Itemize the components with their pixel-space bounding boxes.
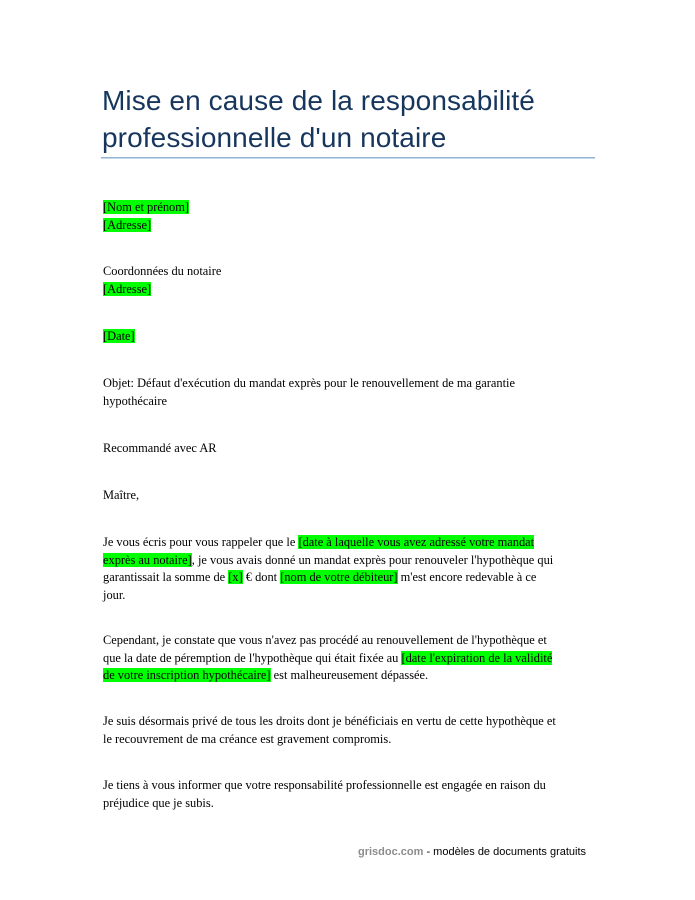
expiry-date-placeholder: [date l'expiration de la validité (401, 650, 553, 665)
paragraph-2-text: Cependant, je constate que vous n'avez pas procédé au renouvellement de l'hypothèque et (103, 633, 547, 647)
paragraph-3-text: le recouvrement de ma créance est gravement compromis. (103, 731, 392, 746)
document-title (102, 82, 602, 156)
paragraph-2-text: est malheureusement dépassée. (270, 668, 429, 682)
paragraph-4-text: Je tiens à vous informer que votre responsabilité professionnelle est engagée en raison du (103, 778, 546, 792)
sender-address-placeholder: [Adresse] (103, 217, 152, 232)
paragraph-1-text: , je vous avais donné un mandat exprès pour renouveler l'hypothèque qui (191, 552, 554, 567)
delivery-text: Recommandé avec AR (103, 441, 217, 455)
recipient-block (103, 263, 593, 298)
subject-line-2: hypothécaire (103, 393, 167, 408)
mandate-date-placeholder: [date à laquelle vous avez adressé votre mandat (298, 535, 535, 549)
amount-placeholder: [x] (228, 570, 243, 584)
date-placeholder: [Date] (103, 329, 135, 343)
paragraph-4-text: préjudice que je subis. (103, 795, 214, 810)
sender-name-placeholder: [Nom et prénom] (103, 200, 190, 214)
debtor-name-placeholder: [nom de votre débiteur] (280, 570, 398, 584)
recipient-label: Coordonnées du notaire (103, 264, 222, 278)
sender-block (103, 199, 593, 234)
mandate-date-placeholder-cont: exprès au notaire] (103, 552, 192, 567)
subject-block (103, 375, 593, 410)
subject-line-1: Objet: Défaut d'exécution du mandat exprès pour le renouvellement de ma garantie (103, 376, 516, 390)
paragraph-4 (103, 777, 593, 812)
title-line-2: professionnelle d'un notaire (102, 122, 447, 153)
paragraph-1-text: € dont (242, 570, 281, 584)
page-footer (358, 846, 586, 858)
expiry-date-placeholder-cont: de votre inscription hypothécaire] (103, 668, 271, 682)
paragraph-2-text: que la date de péremption de l'hypothèque qui était fixée au (103, 650, 402, 665)
paragraph-3-text: Je suis désormais privé de tous les droits dont je bénéficiais en vertu de cette hypothèque et (103, 714, 556, 728)
delivery-mode (103, 440, 593, 458)
paragraph-1-text: jour. (103, 587, 126, 602)
paragraph-1-text: garantissait la somme de (103, 570, 229, 584)
salutation-text: Maître, (103, 488, 140, 502)
title-line-1: Mise en cause de la responsabilité (102, 85, 535, 116)
paragraph-1-text: m'est encore redevable à ce (397, 570, 537, 584)
date-block (103, 328, 593, 346)
footer-site-link[interactable]: grisdoc.com (358, 846, 424, 858)
recipient-address-placeholder: [Adresse] (103, 281, 152, 296)
paragraph-1-text: Je vous écris pour vous rappeler que le (103, 535, 299, 549)
paragraph-2 (103, 632, 593, 685)
salutation (103, 487, 593, 505)
paragraph-1 (103, 534, 593, 604)
paragraph-3 (103, 713, 593, 748)
title-divider (101, 157, 595, 159)
footer-tagline: - modèles de documents gratuits (423, 846, 587, 858)
